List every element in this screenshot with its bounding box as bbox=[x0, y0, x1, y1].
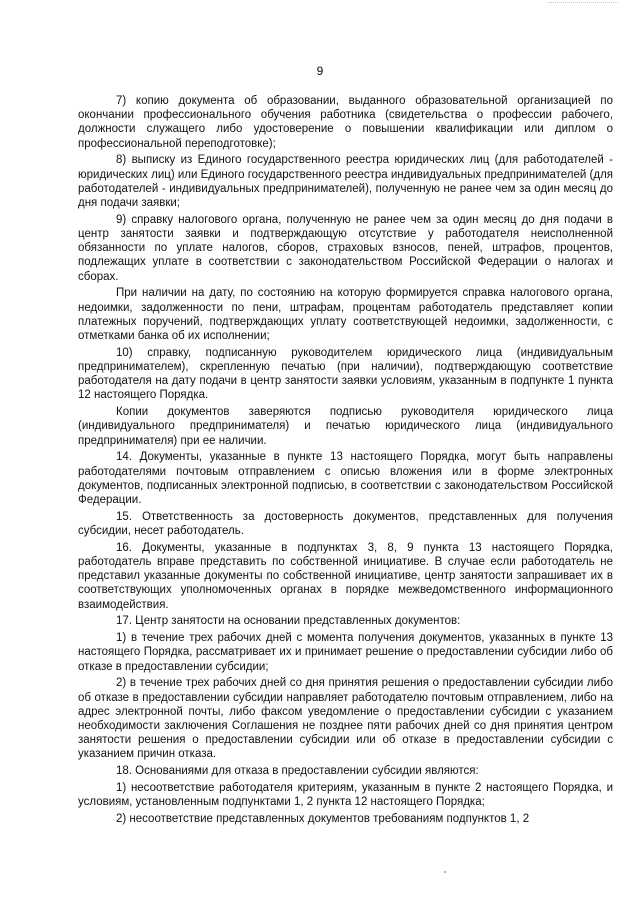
paragraph: 16. Документы, указанные в подпунктах 3, 8, 9 пункта 13 настоящего Порядка, работодатель вправе представить по собственной инициативе. В случае если работодатель не представил указанные документы по собственной инициативе, центр занятости запрашивает их в соответствующих уполномоченных органах в порядке межведомственного информационного взаимодействия. bbox=[78, 541, 613, 611]
paragraph: 10) справку, подписанную руководителем юридического лица (индивидуальным предпринимателем), скрепленную печатью (при наличии), подтверждающую соответствие работодателя на дату подачи в центр занятости заявки условиям, указанным в подпункте 1 пункта 12 настоящего Порядка. bbox=[78, 346, 613, 402]
paragraph: 9) справку налогового органа, полученную не ранее чем за один месяц до дня подачи в центр занятости заявки и подтверждающую отсутствие у работодателя неисполненной обязанности по уплате налогов, сборов, страховых взносов, пеней, штрафов, процентов, подлежащих уплате в соответствии с законодательством Российской Федерации о налогах и сборах. bbox=[78, 213, 613, 283]
paragraph: При наличии на дату, по состоянию на которую формируется справка налогового органа, недоимки, задолженности по пени, штрафам, процентам работодатель представляет копии платежных поручений, подтверждающих уплату соответствующей недоимки, задолженности, с отметками банка об их исполнении; bbox=[78, 287, 613, 343]
paragraph: 7) копию документа об образовании, выданного образовательной организацией по окончании профессионального обучения работника (свидетельства о профессии рабочего, должности служащего либо удостоверение о повышении квалификации или диплом о профессиональной переподготовке); bbox=[78, 95, 613, 150]
paragraph: 2) несоответствие представленных документов требованиям подпунктов 1, 2 bbox=[116, 813, 530, 826]
paragraph: 2) в течение трех рабочих дней со дня принятия решения о предоставлении субсидии либо об отказе в предоставлении субсидии направляет работодателю почтовым отправлением, либо на адрес электронной почты, либо факсом уведомление о предоставлении субсидии с указанием необходимости заключения Соглашения не позднее пяти рабочих дней со дня принятия центром занятости решения о предоставлении субсидии или об отказе в предоставлении субсидии с указанием причин отказа. bbox=[78, 677, 613, 761]
page-number: 9 bbox=[316, 64, 324, 78]
paragraph: Копии документов заверяются подписью руководителя юридического лица (индивидуального предпринимателя) и печатью юридического лица (индивидуального предпринимателя) при ее наличии. bbox=[78, 406, 613, 447]
paragraph: 8) выписку из Единого государственного реестра юридических лиц (для работодателей - юридических лиц) или Единого государственного реестра индивидуальных предпринимателей (для работодателей - индивидуальных предпринимателей), полученную не ранее чем за один месяц до дня подачи заявки; bbox=[78, 154, 614, 210]
paragraph: 15. Ответственность за достоверность документов, представленных для получения субсидии, несет работодатель. bbox=[78, 510, 613, 538]
document-body bbox=[78, 94, 613, 829]
paragraph: 1) в течение трех рабочих дней с момента получения документов, указанных в пункте 13 настоящего Порядка, рассматривает их и принимает решение о предоставлении субсидии либо об отказе в предоставлении субсидии; bbox=[78, 632, 613, 673]
paragraph: 14. Документы, указанные в пункте 13 настоящего Порядка, могут быть направлены работодателями почтовым отправлением с описью вложения или в форме электронных документов, подписанных электронной подписью, в соответствии с законодательством Российской Федерации. bbox=[78, 451, 613, 507]
paragraph: 18. Основаниями для отказа в предоставлении субсидии являются: bbox=[116, 765, 479, 778]
paragraph: 1) несоответствие работодателя критериям, указанным в пункте 2 настоящего Порядка, и условиям, установленным подпунктами 1, 2 пункта 12 настоящего Порядка; bbox=[78, 782, 613, 809]
paragraph: 17. Центр занятости на основании представленных документов: bbox=[116, 615, 461, 628]
scan-artifact bbox=[548, 2, 618, 4]
scan-speck bbox=[444, 871, 446, 873]
